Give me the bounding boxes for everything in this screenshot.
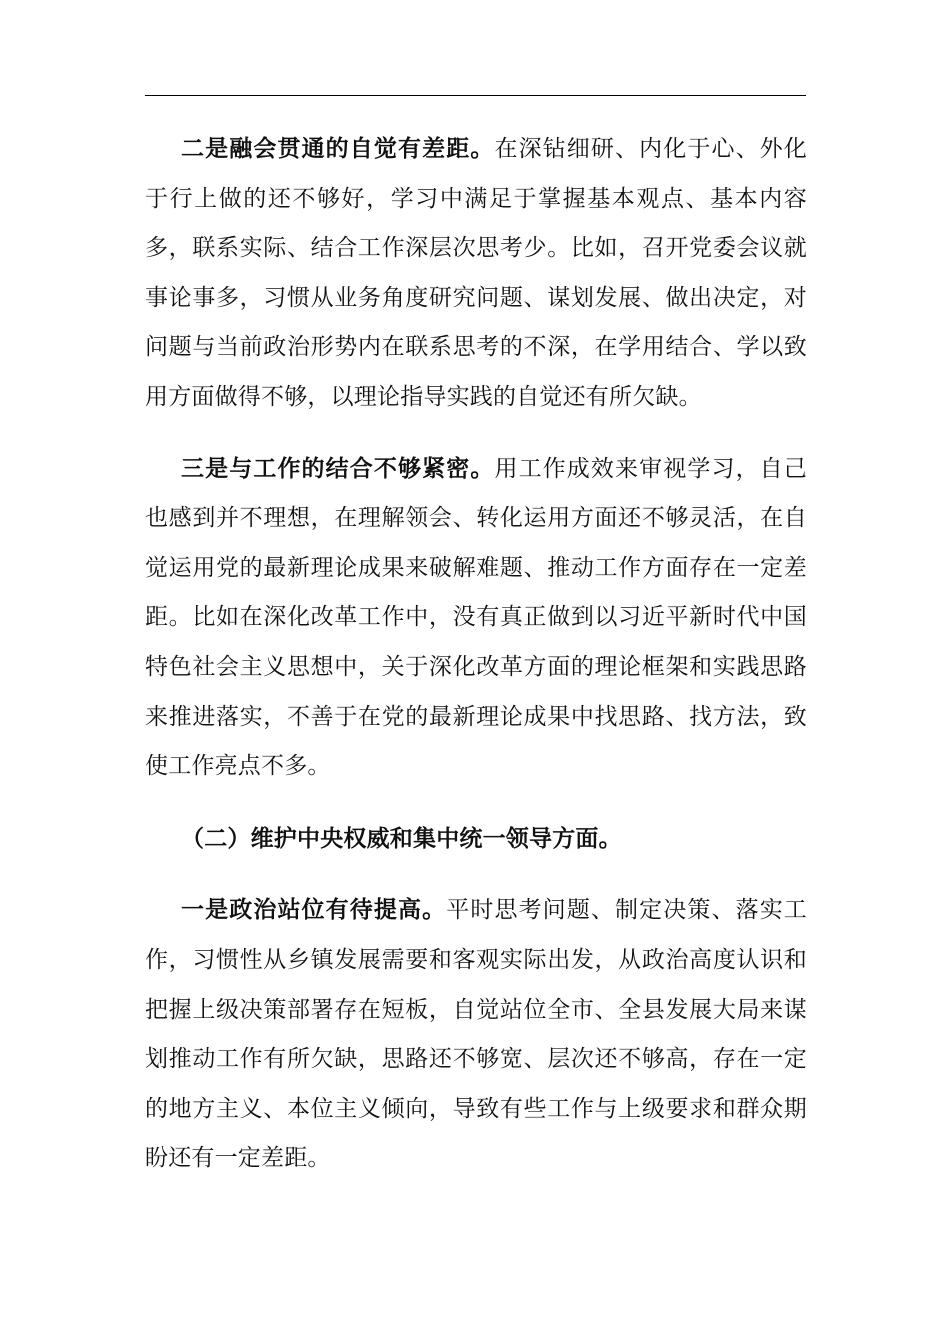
header-rule (145, 95, 806, 96)
paragraph-body: 用工作成效来审视学习，自己也感到并不理想，在理解领会、转化运用方面还不够灵活，在自觉运用党的最新理论成果来破解难题、推动工作方面存在一定差距。比如在深化改革工作中，没有真正做到以习近平新时代中国特色社会主义思想中，关于深化改革方面的理论框架和实践思路来推进落实，不善于在党的最新理论成果中找思路、找方法，致使工作亮点不多。 (145, 455, 807, 780)
section-heading: （二）维护中央权威和集中统一领导方面。 (181, 825, 622, 852)
paragraph-three-work-combination (145, 445, 807, 792)
paragraph-lead: 三是与工作的结合不够紧密。 (181, 455, 495, 482)
paragraph-one-political-stance (145, 886, 807, 1184)
paragraph-lead: 一是政治站位有待提高。 (181, 897, 447, 924)
paragraph-lead: 二是融会贯通的自觉有差距。 (181, 136, 495, 162)
document-body (145, 125, 807, 1184)
paragraph-two-integration (145, 125, 807, 423)
paragraph-body: 平时思考问题、制定决策、落实工作，习惯性从乡镇发展需要和客观实际出发，从政治高度认识和把握上级决策部署存在短板，自觉站位全市、全县发展大局来谋划推动工作有所欠缺，思路还不够宽、层次还不够高，存在一定的地方主义、本位主义倾向，导致有些工作与上级要求和群众期盼还有一定差距。 (145, 897, 808, 1172)
paragraph-body: 在深钻细研、内化于心、外化于行上做的还不够好，学习中满足于掌握基本观点、基本内容多，联系实际、结合工作深层次思考少。比如，召开党委会议就事论事多，习惯从业务角度研究问题、谋划发展、做出决定，对问题与当前政治形势内在联系思考的不深，在学用结合、学以致用方面做得不够，以理论指导实践的自觉还有所欠缺。 (145, 136, 807, 410)
